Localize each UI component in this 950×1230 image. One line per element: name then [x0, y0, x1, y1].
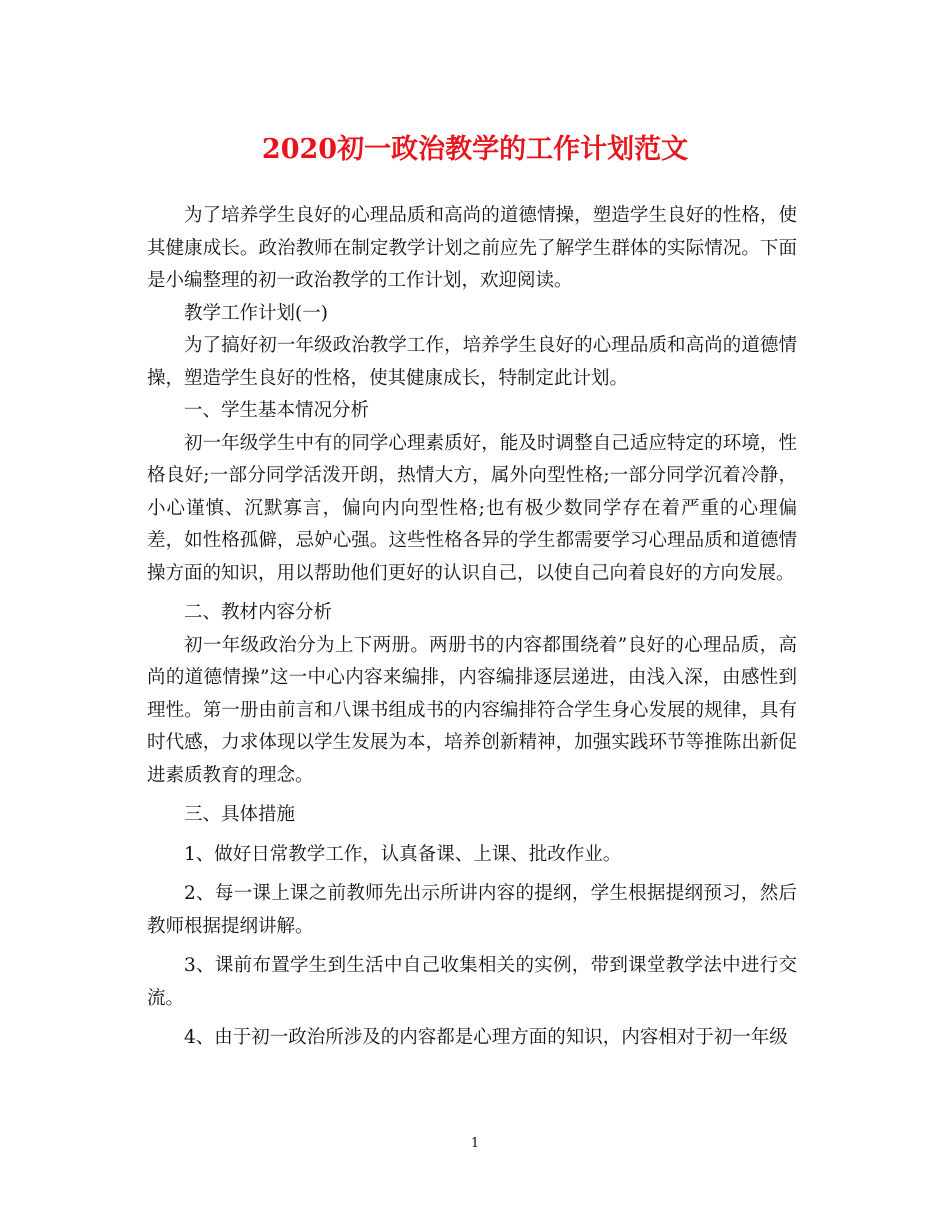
section-heading-textbook: 二、教材内容分析: [184, 602, 333, 623]
document-title: 2020初一政治教学的工作计划范文: [261, 134, 689, 165]
section-heading-measures: 三、具体措施: [184, 804, 296, 825]
paragraph-intro: 为了培养学生良好的心理品质和高尚的道德情操，塑造学生良好的性格，使其健康成长。政治教师在制定教学计划之前应先了解学生群体的实际情况。下面是小编整理的初一政治教学的工作计划，欢迎阅读。: [147, 205, 797, 291]
paragraph-plan-heading: 教学工作计划(一): [184, 302, 328, 324]
paragraph-plan-purpose: 为了搞好初一年级政治教学工作，培养学生良好的心理品质和高尚的道德情操，塑造学生良好的性格，使其健康成长，特制定此计划。: [147, 335, 797, 389]
list-item-measure-1: 1、做好日常教学工作，认真备课、上课、批改作业。: [184, 843, 622, 865]
document-body: [147, 200, 797, 1055]
list-item-measure-4: 4、由于初一政治所涉及的内容都是心理方面的知识，内容相对于初一年级: [184, 1027, 788, 1048]
page-number: 1: [470, 1136, 480, 1151]
section-heading-students: 一、学生基本情况分析: [184, 400, 370, 421]
list-item-measure-2: 2、每一课上课之前教师先出示所讲内容的提纲，学生根据提纲预习，然后教师根据提纲讲解。: [147, 883, 797, 937]
list-item-measure-3: 3、课前布置学生到生活中自己收集相关的实例，带到课堂教学法中进行交流。: [147, 955, 797, 1009]
paragraph-students-analysis: 初一年级学生中有的同学心理素质好，能及时调整自己适应特定的环境，性格良好;一部分同学活泼开朗，热情大方，属外向型性格;一部分同学沉着冷静，小心谨慎、沉默寡言，偏向内向型性格;也有极少数同学存在着严重的心理偏差，如性格孤僻，忌妒心强。这些性格各异的学生都需要学习心理品质和道德情操方面的知识，用以帮助他们更好的认识自己，以使自己向着良好的方向发展。: [147, 432, 797, 584]
paragraph-textbook-analysis: 初一年级政治分为上下两册。两册书的内容都围绕着”良好的心理品质，高尚的道德情操”这一中心内容来编排，内容编排逐层递进，由浅入深，由感性到理性。第一册由前言和八课书组成书的内容编排符合学生身心发展的规律，具有时代感，力求体现以学生发展为本，培养创新精神，加强实践环节等推陈出新促进素质教育的理念。: [147, 634, 797, 786]
